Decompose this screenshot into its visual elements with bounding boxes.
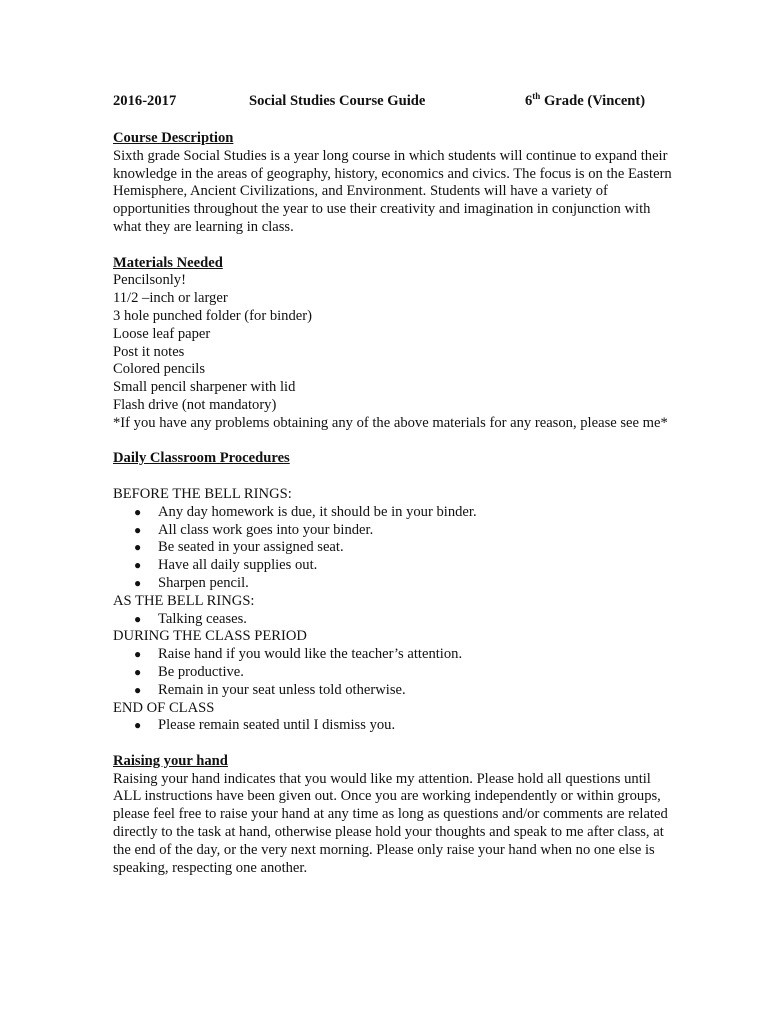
procedure-bullet-list xyxy=(113,646,673,699)
list-item xyxy=(113,575,673,593)
material-item: Flash drive (not mandatory) xyxy=(113,396,277,413)
list-item xyxy=(113,646,673,664)
school-year: 2016-2017 xyxy=(113,93,177,109)
list-item-text: All class work goes into your binder. xyxy=(158,521,374,538)
list-item-text: Please remain seated until I dismiss you. xyxy=(158,717,396,734)
grade-teacher xyxy=(525,93,645,111)
materials-heading: Materials Needed xyxy=(113,254,223,271)
raising-hand-text: Raising your hand indicates that you would like my attention. Please hold all questions until ALL instructions have been given out. Once you are working independently or within groups, please feel free to raise your hand at any time as long as questions and/or comments are related directly to the task at hand, otherwise please hold your thoughts and speak to me after class, at the end of the day, or the very next morning. Please only raise your hand when no one else is speaking, respecting one another. xyxy=(113,770,668,876)
procedure-group-label: END OF CLASS xyxy=(113,699,215,716)
grade-number: 6 xyxy=(525,93,533,109)
material-item: Colored pencils xyxy=(113,361,206,378)
list-item xyxy=(113,539,673,557)
bullet-icon: ● xyxy=(134,540,142,555)
list-item xyxy=(113,682,673,700)
course-description-heading: Course Description xyxy=(113,130,234,146)
list-item-text: Remain in your seat unless told otherwise. xyxy=(158,681,406,698)
list-item xyxy=(113,611,673,629)
course-description-text: Sixth grade Social Studies is a year long course in which students will continue to expand their knowledge in the areas of geography, history, economics and civics. The focus is on the Eastern Hemisphere, Ancient Civilizations, and Environment. Students will have a variety of opportunities throughout the year to use their creativity and imagination in conjunction with what they are learning in class. xyxy=(113,147,672,235)
bullet-icon: ● xyxy=(134,718,142,733)
bullet-icon: ● xyxy=(134,522,142,537)
material-item: Small pencil sharpener with lid xyxy=(113,379,296,396)
grade-ordinal-suffix: th xyxy=(532,91,541,102)
raising-hand-heading: Raising your hand xyxy=(113,752,228,769)
procedure-bullet-list xyxy=(113,717,673,735)
procedure-group-label: BEFORE THE BELL RINGS: xyxy=(113,485,292,502)
bullet-icon: ● xyxy=(134,664,142,679)
material-item: 3 hole punched folder (for binder) xyxy=(113,307,312,324)
list-item xyxy=(113,717,673,735)
materials-note: *If you have any problems obtaining any of the above materials for any reason, please see me* xyxy=(113,414,668,431)
procedure-bullet-list xyxy=(113,504,673,593)
procedure-group-before-bell xyxy=(113,486,673,593)
procedures-heading: Daily Classroom Procedures xyxy=(113,450,290,467)
document-header xyxy=(113,93,673,113)
list-item-text: Any day homework is due, it should be in your binder. xyxy=(158,503,477,520)
bullet-icon: ● xyxy=(134,647,142,662)
list-item-text: Be seated in your assigned seat. xyxy=(158,539,344,556)
list-item-text: Raise hand if you would like the teacher’s attention. xyxy=(158,646,463,663)
document-title: Social Studies Course Guide xyxy=(249,93,426,109)
material-item: Post it notes xyxy=(113,343,185,360)
list-item-text: Talking ceases. xyxy=(158,610,247,627)
list-item-text: Have all daily supplies out. xyxy=(158,557,318,574)
document-page xyxy=(113,93,673,877)
list-item-text: Be productive. xyxy=(158,663,244,680)
grade-teacher-text: Grade (Vincent) xyxy=(540,93,646,109)
list-item xyxy=(113,557,673,575)
list-item xyxy=(113,522,673,540)
procedure-group-end-class xyxy=(113,700,673,736)
bullet-icon: ● xyxy=(134,575,142,590)
bullet-icon: ● xyxy=(134,558,142,573)
procedure-bullet-list xyxy=(113,611,673,629)
bullet-icon: ● xyxy=(134,682,142,697)
material-item: 11/2 –inch or larger xyxy=(113,290,228,307)
list-item-text: Sharpen pencil. xyxy=(158,574,249,591)
material-item: Loose leaf paper xyxy=(113,325,211,342)
materials-list xyxy=(113,272,673,414)
procedure-group-as-bell xyxy=(113,593,673,629)
list-item xyxy=(113,664,673,682)
bullet-icon: ● xyxy=(134,611,142,626)
procedure-group-label: AS THE BELL RINGS: xyxy=(113,592,255,609)
material-item: Pencilsonly! xyxy=(113,272,186,289)
procedure-group-during-class xyxy=(113,628,673,699)
list-item xyxy=(113,504,673,522)
procedure-group-label: DURING THE CLASS PERIOD xyxy=(113,628,307,645)
bullet-icon: ● xyxy=(134,504,142,519)
